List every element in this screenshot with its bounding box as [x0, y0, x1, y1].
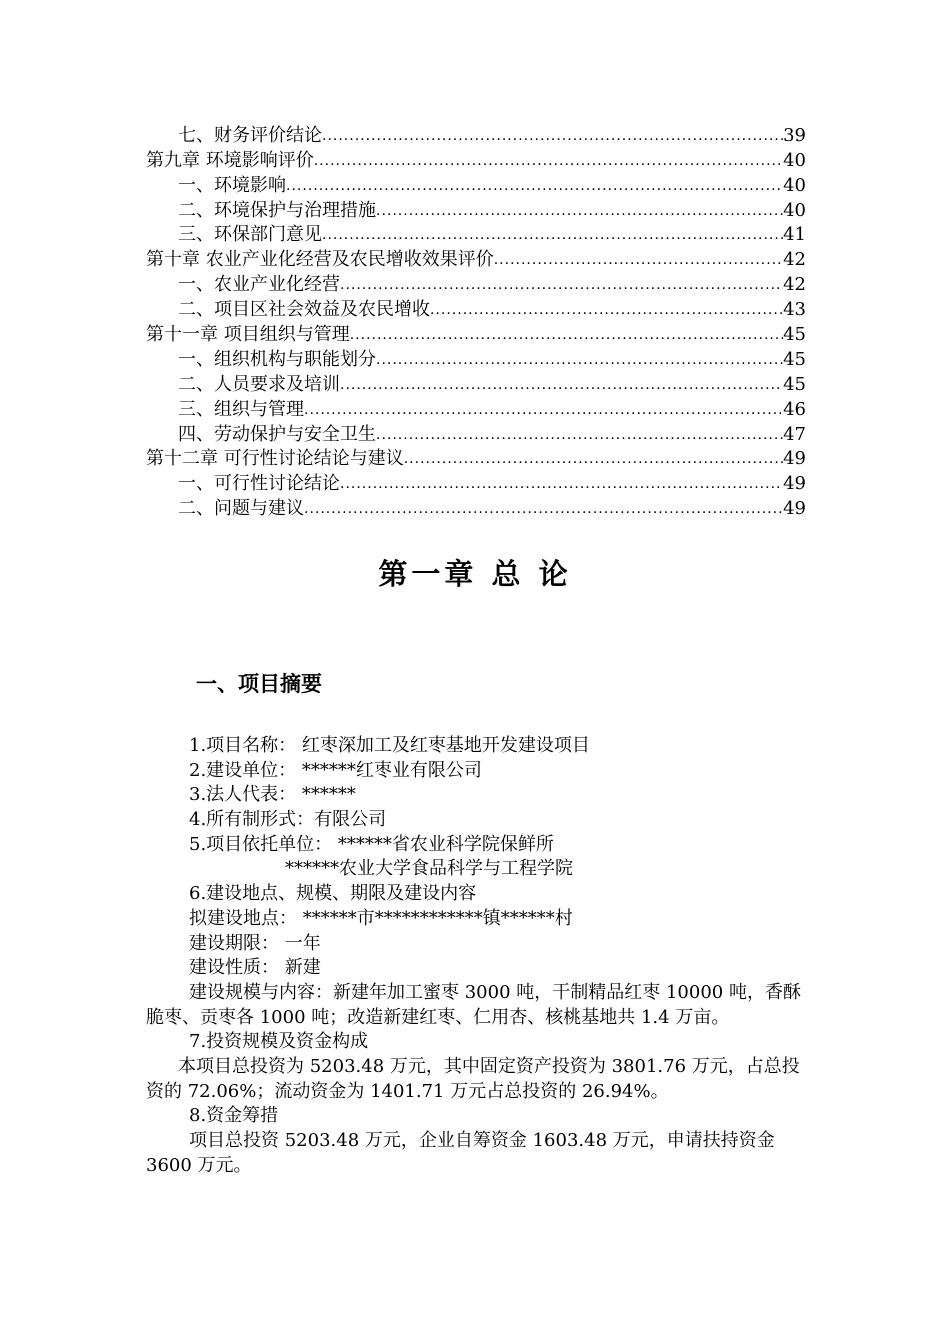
- toc-dot-leader: [340, 376, 783, 396]
- toc-page-number: 49: [783, 473, 806, 495]
- toc-entry[interactable]: [146, 446, 806, 471]
- summary-paragraph: 项目总投资 5203.48 万元，企业自筹资金 1603.48 万元，申请扶持资金 3600 万元。: [146, 1130, 775, 1176]
- toc-page-number: 45: [783, 348, 806, 370]
- toc-entry-title: 二、项目区社会效益及农民增收: [178, 299, 430, 321]
- table-of-contents: [146, 122, 806, 520]
- summary-line: 建设性质： 新建: [189, 957, 321, 979]
- toc-entry-title: 一、组织机构与职能划分: [178, 348, 376, 370]
- toc-page-number: 49: [783, 498, 806, 520]
- toc-entry[interactable]: [146, 346, 806, 371]
- toc-dot-leader: [376, 202, 783, 222]
- toc-entry-title: 三、环保部门意见: [178, 224, 322, 246]
- summary-paragraph: 建设规模与内容：新建年加工蜜枣 3000 吨，干制精品红枣 10000 吨，香酥脆枣、贡枣各 1000 吨；改造新建红枣、仁用杏、核桃基地共 1.4 万亩。: [146, 981, 801, 1028]
- toc-dot-leader: [340, 276, 783, 296]
- toc-dot-leader: [286, 177, 783, 197]
- toc-page-number: 42: [783, 274, 806, 296]
- toc-entry-title: 第十章 农业产业化经营及农民增收效果评价: [146, 249, 494, 271]
- toc-entry[interactable]: [146, 122, 806, 147]
- toc-entry-title: 二、环境保护与治理措施: [178, 199, 376, 221]
- toc-entry-title: 七、财务评价结论: [178, 124, 322, 146]
- toc-entry[interactable]: [146, 222, 806, 247]
- toc-entry[interactable]: [146, 470, 806, 495]
- summary-line: 1.项目名称： 红枣深加工及红枣基地开发建设项目: [189, 735, 590, 756]
- toc-dot-leader: [404, 450, 783, 470]
- summary-line: 2.建设单位： ******红枣业有限公司: [189, 759, 482, 781]
- toc-page-number: 47: [783, 423, 806, 445]
- toc-entry[interactable]: [146, 271, 806, 296]
- toc-page-number: 42: [783, 249, 806, 271]
- summary-line: 4.所有制形式：有限公司: [189, 809, 387, 831]
- toc-entry[interactable]: [146, 371, 806, 396]
- toc-entry[interactable]: [146, 396, 806, 421]
- summary-line: ******农业大学食品科学与工程学院: [285, 858, 573, 880]
- toc-page-number: 45: [783, 324, 806, 346]
- summary-line: 8.资金筹措: [189, 1105, 279, 1127]
- toc-entry[interactable]: [146, 296, 806, 321]
- summary-line: 3.法人代表： ******: [189, 784, 356, 806]
- toc-dot-leader: [314, 152, 783, 172]
- toc-entry-title: 第十二章 可行性讨论结论与建议: [146, 448, 404, 470]
- section-title: 一、项目摘要: [196, 672, 322, 696]
- toc-page-number: 40: [783, 149, 806, 171]
- toc-entry-title: 第十一章 项目组织与管理: [146, 324, 350, 346]
- toc-page-number: 43: [783, 299, 806, 321]
- toc-page-number: 49: [783, 448, 806, 470]
- toc-dot-leader: [350, 326, 783, 346]
- toc-entry-title: 二、问题与建议: [178, 498, 304, 520]
- toc-dot-leader: [322, 127, 783, 147]
- toc-entry[interactable]: [146, 495, 806, 520]
- toc-entry[interactable]: [146, 147, 806, 172]
- project-summary: [146, 734, 806, 1178]
- toc-entry[interactable]: [146, 197, 806, 222]
- toc-dot-leader: [430, 301, 783, 321]
- toc-page-number: 41: [783, 224, 806, 246]
- toc-entry-title: 第九章 环境影响评价: [146, 149, 314, 171]
- toc-dot-leader: [376, 426, 783, 446]
- toc-dot-leader: [304, 500, 783, 520]
- summary-line: 拟建设地点： ******市************镇******村: [189, 907, 573, 929]
- toc-dot-leader: [322, 226, 783, 246]
- toc-page-number: 40: [783, 199, 806, 221]
- toc-page-number: 46: [783, 398, 806, 420]
- toc-entry-title: 一、环境影响: [178, 174, 286, 196]
- toc-dot-leader: [376, 351, 783, 371]
- toc-entry-title: 一、可行性讨论结论: [178, 473, 340, 495]
- summary-line: 建设期限： 一年: [189, 932, 321, 954]
- toc-entry[interactable]: [146, 421, 806, 446]
- toc-entry[interactable]: [146, 172, 806, 197]
- summary-line: 5.项目依托单位： ******省农业科学院保鲜所: [189, 833, 554, 855]
- toc-page-number: 45: [783, 373, 806, 395]
- toc-dot-leader: [340, 475, 783, 495]
- toc-dot-leader: [304, 401, 783, 421]
- toc-dot-leader: [494, 251, 783, 271]
- toc-entry-title: 一、农业产业化经营: [178, 274, 340, 296]
- toc-entry-title: 二、人员要求及培训: [178, 373, 340, 395]
- summary-line: 6.建设地点、规模、期限及建设内容: [189, 883, 477, 905]
- toc-entry[interactable]: [146, 321, 806, 346]
- toc-entry-title: 三、组织与管理: [178, 398, 304, 420]
- summary-line: 7.投资规模及资金构成: [189, 1031, 369, 1053]
- toc-page-number: 40: [783, 174, 806, 196]
- toc-page-number: 39: [783, 124, 806, 146]
- toc-entry-title: 四、劳动保护与安全卫生: [178, 423, 376, 445]
- chapter-title: 第一章 总 论: [378, 557, 572, 591]
- toc-entry[interactable]: [146, 246, 806, 271]
- summary-paragraph: 本项目总投资为 5203.48 万元，其中固定资产投资为 3801.76 万元，占总投资的 72.06%；流动资金为 1401.71 万元占总投资的 26.94%。: [146, 1055, 800, 1102]
